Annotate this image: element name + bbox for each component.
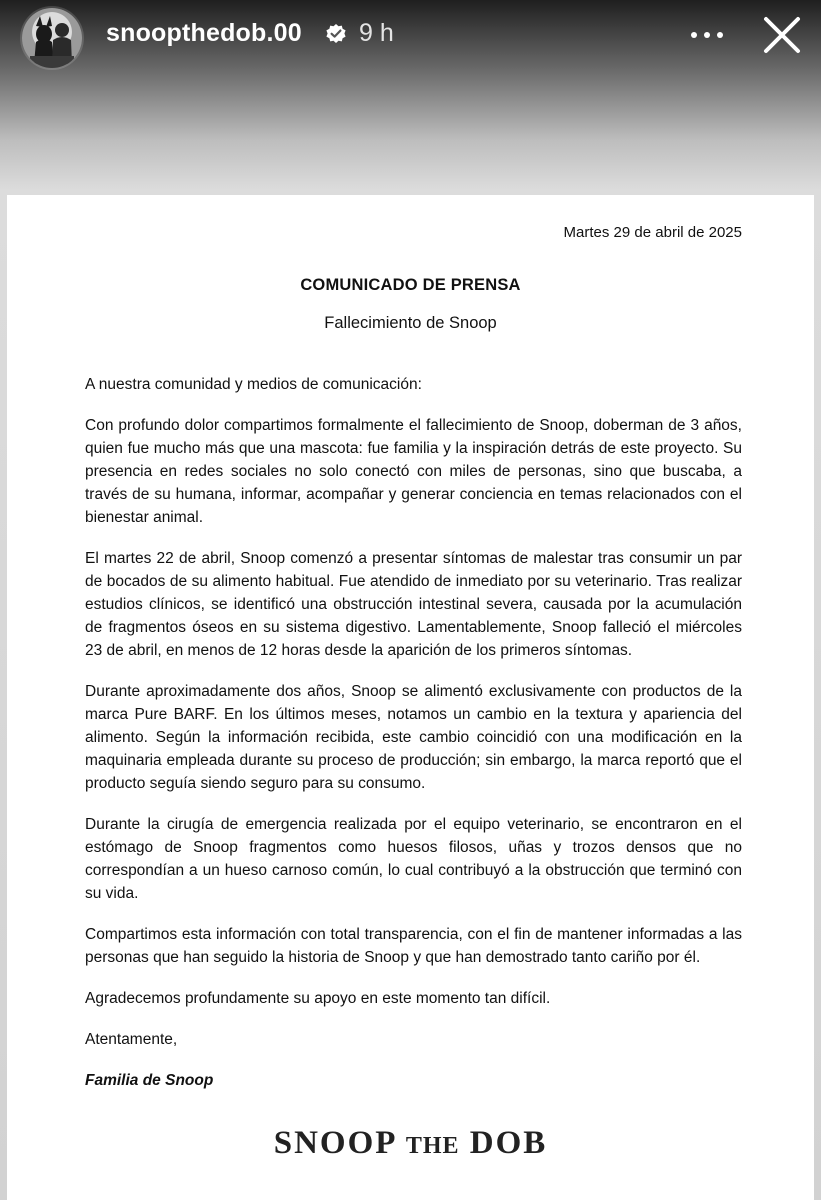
close-icon[interactable] bbox=[762, 15, 802, 55]
story-username[interactable]: snoopthedob.00 bbox=[106, 19, 302, 47]
document-paragraph: Agradecemos profundamente su apoyo en este momento tan difícil. bbox=[85, 990, 551, 1007]
document-closing: Atentamente, bbox=[85, 1031, 178, 1048]
logo-part: SNOOP bbox=[273, 1125, 396, 1161]
document-paragraph: Con profundo dolor compartimos formalmente el fallecimiento de Snoop, doberman de 3 años, quien fue mucho más que una mascota: fue familia y la inspiración detrás de este proyecto. Su presencia en redes sociales no solo conectó con miles de personas, sino que buscaba, a través de su humana, informar, acompañar y generar conciencia en temas relacionados con el bienestar animal. bbox=[85, 417, 742, 526]
document-greeting: A nuestra comunidad y medios de comunicación: bbox=[85, 376, 422, 393]
brand-logo bbox=[7, 1125, 814, 1162]
document-body bbox=[85, 373, 742, 1110]
document-paragraph: El martes 22 de abril, Snoop comenzó a presentar síntomas de malestar tras consumir un par de bocados de su alimento habitual. Fue atendido de inmediato por su veterinario. Tras realizar estudios clínicos, se identificó una obstrucción intestinal severa, causada por la acumulación de fragmentos óseos en su sistema digestivo. Lamentablemente, Snoop falleció el miércoles 23 de abril, en menos de 12 horas desde la aparición de los primeros síntomas. bbox=[85, 550, 742, 659]
document-date: Martes 29 de abril de 2025 bbox=[563, 224, 742, 241]
dog-avatar-icon bbox=[22, 8, 82, 68]
logo-part: DOB bbox=[469, 1125, 548, 1161]
document-paragraph: Durante la cirugía de emergencia realizada por el equipo veterinario, se encontraron en el estómago de Snoop fragmentos como huesos filosos, uñas y trozos densos que no correspondían a un hueso carnoso común, lo cual contribuyó a la obstrucción que terminó con su vida. bbox=[85, 816, 742, 902]
document-subtitle: Fallecimiento de Snoop bbox=[324, 314, 497, 332]
logo-part: THE bbox=[405, 1133, 460, 1159]
document-paragraph: Compartimos esta información con total transparencia, con el fin de mantener informadas a las personas que han seguido la historia de Snoop y que han demostrado tanto cariño por él. bbox=[85, 926, 742, 966]
document-title: COMUNICADO DE PRENSA bbox=[300, 276, 521, 294]
avatar[interactable] bbox=[22, 8, 82, 68]
press-release-document bbox=[7, 195, 814, 1200]
story-timestamp: 9 h bbox=[359, 19, 394, 47]
verified-badge-icon bbox=[325, 23, 347, 45]
story-header bbox=[0, 0, 821, 80]
document-signature: Familia de Snoop bbox=[85, 1072, 214, 1089]
document-paragraph: Durante aproximadamente dos años, Snoop se alimentó exclusivamente con productos de la marca Pure BARF. En los últimos meses, notamos un cambio en la textura y apariencia del alimento. Según la información recibida, este cambio coincidió con una modificación en la maquinaria empleada durante su proceso de producción; sin embargo, la marca reportó que el producto seguía siendo seguro para su consumo. bbox=[85, 683, 742, 792]
more-options-icon[interactable] bbox=[690, 27, 724, 43]
